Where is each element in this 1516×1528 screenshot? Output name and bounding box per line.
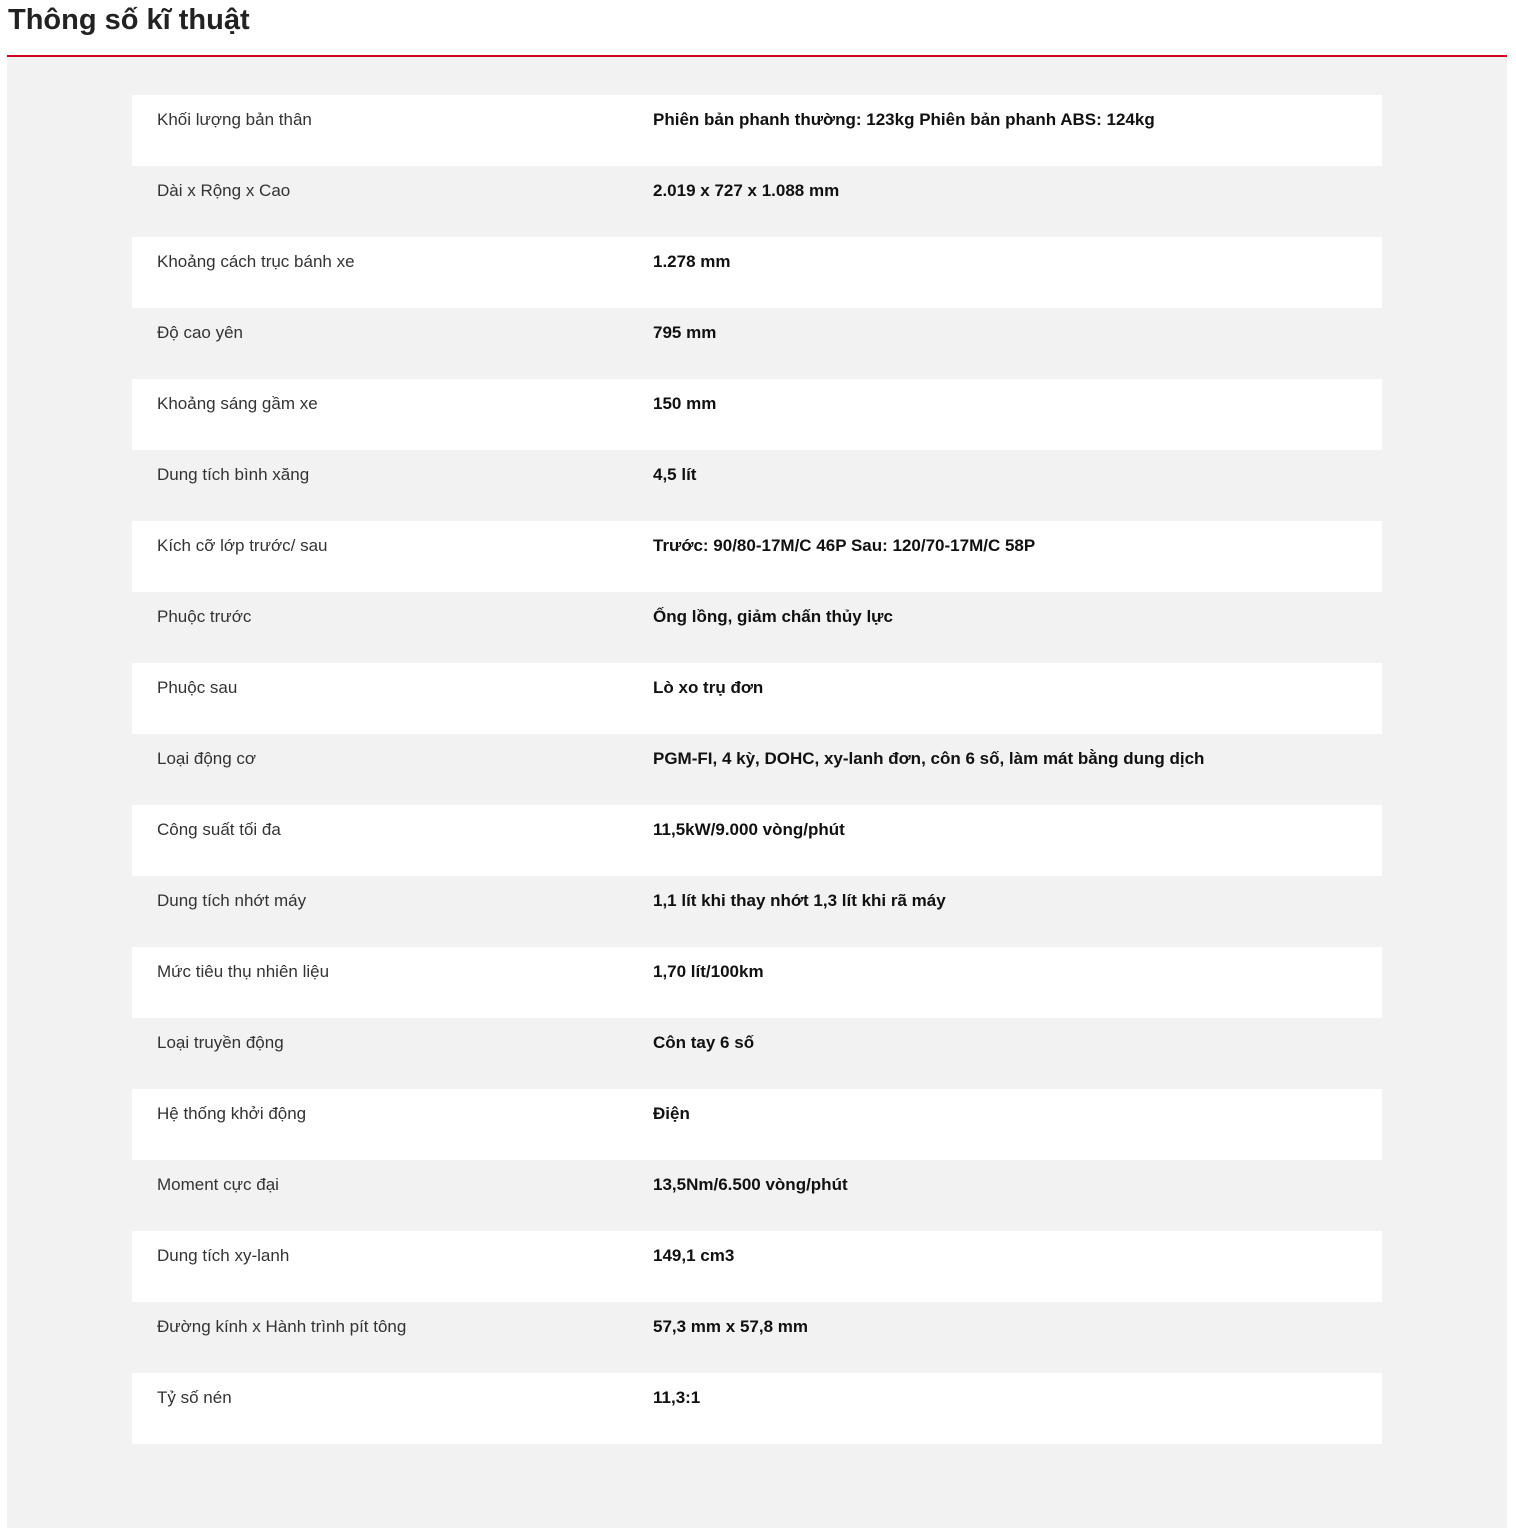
spec-label: Dung tích xy-lanh: [132, 1231, 653, 1302]
spec-label: Phuộc trước: [132, 592, 653, 663]
spec-value: 57,3 mm x 57,8 mm: [653, 1302, 1382, 1373]
page-title: Thông số kĩ thuật: [8, 4, 250, 36]
spec-value: 2.019 x 727 x 1.088 mm: [653, 166, 1382, 237]
spec-value: 11,5kW/9.000 vòng/phút: [653, 805, 1382, 876]
table-row: [132, 95, 1382, 166]
table-row: [132, 734, 1382, 805]
table-row: [132, 166, 1382, 237]
spec-label: Tỷ số nén: [132, 1373, 653, 1444]
spec-value: PGM-FI, 4 kỳ, DOHC, xy-lanh đơn, côn 6 số, làm mát bằng dung dịch: [653, 734, 1382, 805]
spec-label: Hệ thống khởi động: [132, 1089, 653, 1160]
spec-value: Trước: 90/80-17M/C 46P Sau: 120/70-17M/C 58P: [653, 521, 1382, 592]
spec-label: Độ cao yên: [132, 308, 653, 379]
spec-label: Phuộc sau: [132, 663, 653, 734]
spec-label: Đường kính x Hành trình pít tông: [132, 1302, 653, 1373]
spec-value: 795 mm: [653, 308, 1382, 379]
spec-label: Dài x Rộng x Cao: [132, 166, 653, 237]
table-row: [132, 876, 1382, 947]
spec-value: Điện: [653, 1089, 1382, 1160]
spec-value: Phiên bản phanh thường: 123kg Phiên bản phanh ABS: 124kg: [653, 95, 1382, 166]
table-row: [132, 308, 1382, 379]
table-row: [132, 450, 1382, 521]
spec-value: Ống lồng, giảm chấn thủy lực: [653, 592, 1382, 663]
table-row: [132, 237, 1382, 308]
spec-value: 1.278 mm: [653, 237, 1382, 308]
table-row: [132, 1231, 1382, 1302]
spec-value: Côn tay 6 số: [653, 1018, 1382, 1089]
spec-label: Loại động cơ: [132, 734, 653, 805]
spec-label: Mức tiêu thụ nhiên liệu: [132, 947, 653, 1018]
table-row: [132, 1160, 1382, 1231]
spec-label: Dung tích nhớt máy: [132, 876, 653, 947]
spec-label: Khoảng sáng gầm xe: [132, 379, 653, 450]
spec-value: 1,1 lít khi thay nhớt 1,3 lít khi rã máy: [653, 876, 1382, 947]
table-row: [132, 379, 1382, 450]
table-row: [132, 1373, 1382, 1444]
table-row: [132, 1089, 1382, 1160]
table-row: [132, 521, 1382, 592]
spec-value: 150 mm: [653, 379, 1382, 450]
spec-value: 1,70 lít/100km: [653, 947, 1382, 1018]
spec-label: Moment cực đại: [132, 1160, 653, 1231]
spec-value: 13,5Nm/6.500 vòng/phút: [653, 1160, 1382, 1231]
table-row: [132, 663, 1382, 734]
spec-label: Kích cỡ lớp trước/ sau: [132, 521, 653, 592]
table-row: [132, 947, 1382, 1018]
spec-label: Khối lượng bản thân: [132, 95, 653, 166]
spec-label: Khoảng cách trục bánh xe: [132, 237, 653, 308]
spec-value: 4,5 lít: [653, 450, 1382, 521]
spec-label: Dung tích bình xăng: [132, 450, 653, 521]
spec-value: 149,1 cm3: [653, 1231, 1382, 1302]
table-row: [132, 1018, 1382, 1089]
specs-table: [132, 95, 1382, 1444]
specs-panel: [7, 57, 1507, 1528]
spec-value: Lò xo trụ đơn: [653, 663, 1382, 734]
table-row: [132, 592, 1382, 663]
spec-label: Loại truyền động: [132, 1018, 653, 1089]
spec-label: Công suất tối đa: [132, 805, 653, 876]
table-row: [132, 805, 1382, 876]
spec-value: 11,3:1: [653, 1373, 1382, 1444]
table-row: [132, 1302, 1382, 1373]
